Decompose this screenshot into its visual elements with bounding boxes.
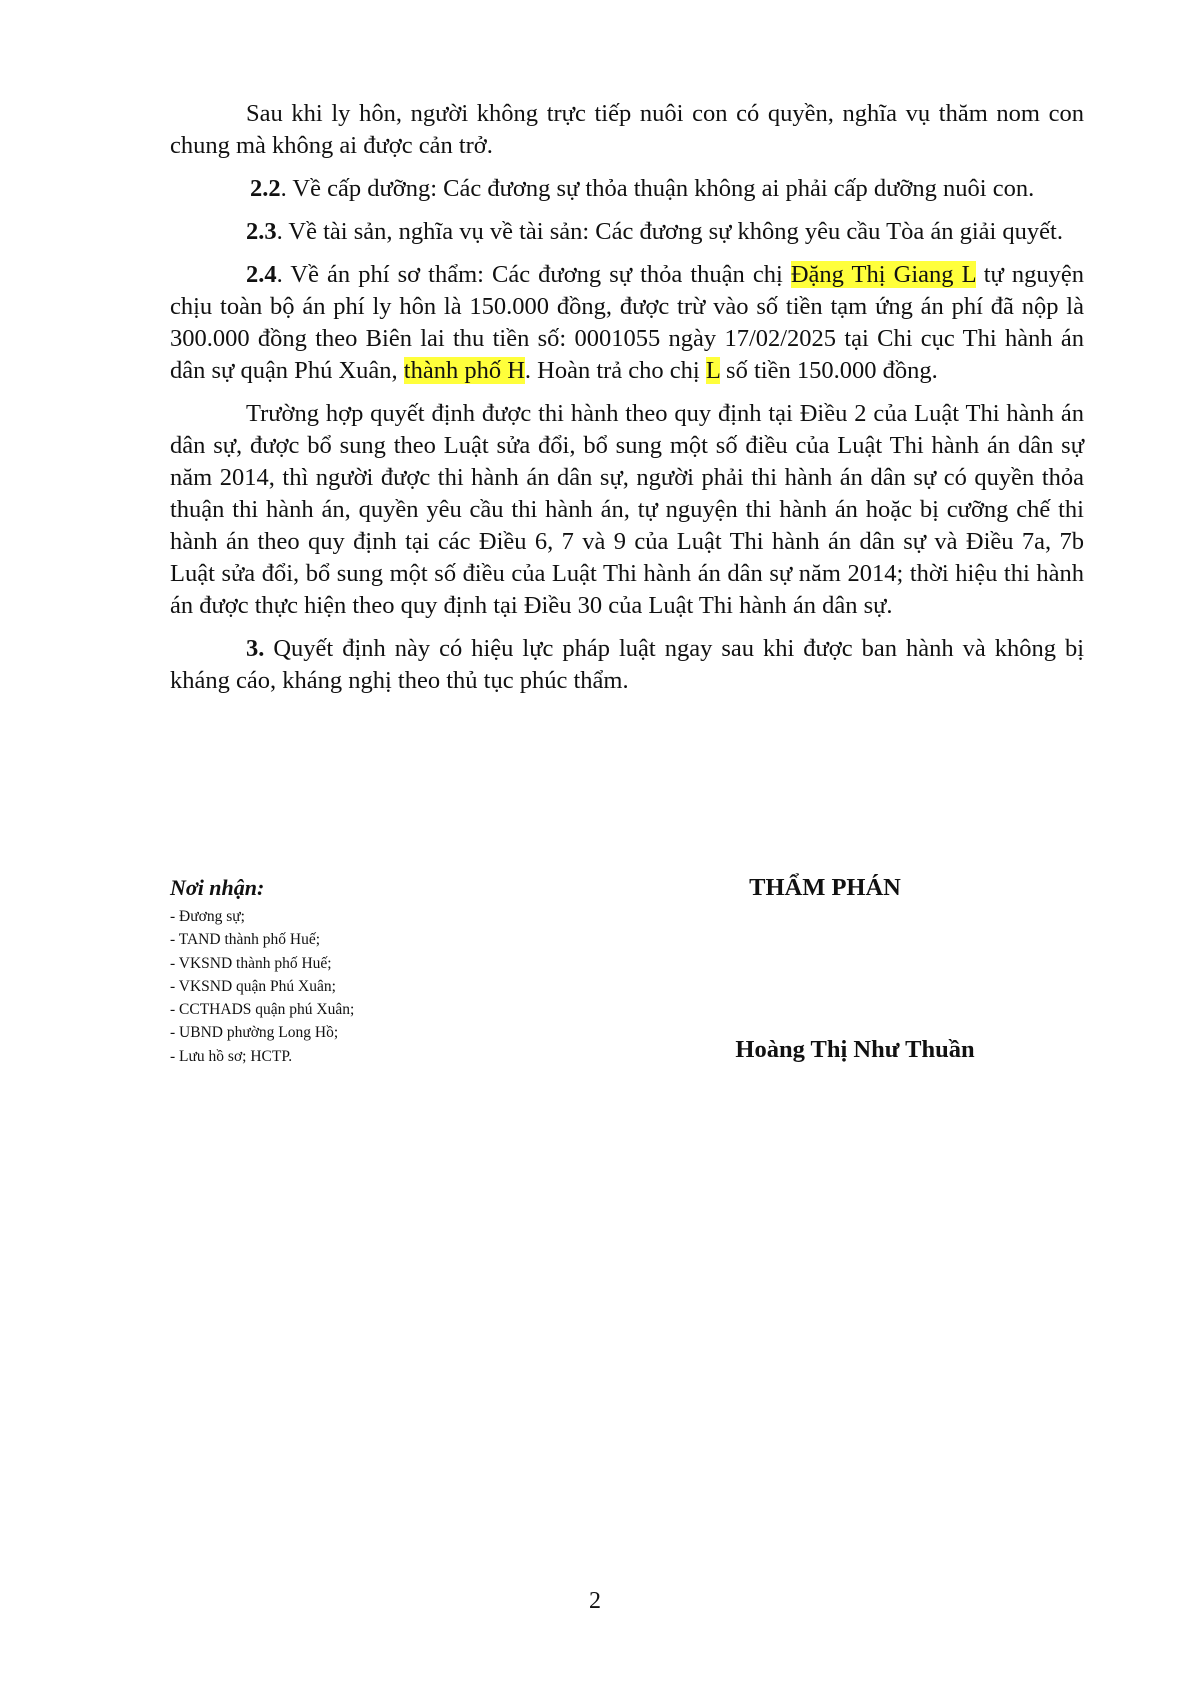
highlighted-name: Đặng Thị Giang L [790, 261, 976, 288]
paragraph-text: . Về cấp dưỡng: Các đương sự thỏa thuận không ai phải cấp dưỡng nuôi con. [280, 175, 1035, 202]
decision-body [170, 98, 1084, 708]
judge-title: THẨM PHÁN [749, 874, 901, 901]
paragraph-text: . Về án phí sơ thẩm: Các đương sự thỏa thuận chị [276, 261, 791, 288]
paragraph-effectiveness [170, 633, 1084, 697]
recipient-item: - VKSND quận Phú Xuân; [170, 977, 336, 995]
recipient-item: - TAND thành phố Huế; [170, 931, 321, 949]
paragraph-text: Trường hợp quyết định được thi hành theo quy định tại Điều 2 của Luật Thi hành án dân sự, được bổ sung theo Luật sửa đổi, bổ sung một số điều của Luật Thi hành án dân sự năm 2014, thì người được thi hành án dân sự, người phải thi hành án dân sự có quyền thỏa thuận thi hành án, quyền yêu cầu thi hành án, tự nguyện thi hành án hoặc bị cưỡng chế thi hành án theo quy định tại các Điều 6, 7 và 9 của Luật Thi hành án dân sự và Điều 7a, 7b Luật sửa đổi, bổ sung một số điều của Luật Thi hành án dân sự năm 2014; thời hiệu thi hành án được thực hiện theo quy định tại Điều 30 của Luật Thi hành án dân sự. [170, 400, 1084, 619]
recipient-item: - VKSND thành phố Huế; [170, 954, 332, 972]
paragraph-court-fee [170, 259, 1084, 387]
recipient-item: - UBND phường Long Hồ; [170, 1024, 339, 1042]
highlighted-city: thành phố H [403, 357, 525, 384]
page-number: 2 [589, 1588, 601, 1614]
paragraph-property [170, 216, 1084, 248]
section-number: 3. [246, 635, 265, 662]
recipient-item: - CCTHADS quận phú Xuân; [170, 1001, 355, 1019]
section-number: 2.4 [246, 261, 277, 288]
paragraph-text: Quyết định này có hiệu lực pháp luật ngay sau khi được ban hành và không bị kháng cáo, kháng nghị theo thủ tục phúc thẩm. [170, 635, 1084, 694]
paragraph-visitation [170, 98, 1084, 162]
paragraph-enforcement [170, 398, 1084, 622]
recipients-block [170, 874, 550, 1068]
paragraph-text: . Về tài sản, nghĩa vụ về tài sản: Các đương sự không yêu cầu Tòa án giải quyết. [276, 218, 1063, 245]
paragraph-text: . Hoàn trả cho chị [524, 357, 706, 384]
paragraph-text: Sau khi ly hôn, người không trực tiếp nuôi con có quyền, nghĩa vụ thăm nom con chung mà không ai được cản trở. [170, 100, 1084, 159]
recipients-title: Nơi nhận: [170, 875, 265, 900]
judge-name: Hoàng Thị Như Thuần [735, 1036, 975, 1063]
paragraph-text: số tiền 150.000 đồng. [719, 357, 938, 384]
recipient-item: - Đương sự; [170, 908, 245, 925]
section-number: 2.2 [250, 175, 281, 202]
recipient-item: - Lưu hồ sơ; HCTP. [170, 1047, 293, 1065]
recipients-list [170, 905, 550, 1068]
section-number: 2.3 [246, 218, 277, 245]
paragraph-text: tự nguyện chịu toàn bộ án phí ly hôn là 150.000 đồng, được trừ vào số tiền tạm ứng án phí đã nộp là 300.000 đồng theo Biên lai thu tiền số: 0001055 ngày 17/02/2025 tại Chi cục Thi hành án dân sự quận Phú Xuân, [170, 261, 1085, 384]
paragraph-support [170, 173, 1084, 205]
highlighted-short-name: L [705, 357, 720, 384]
